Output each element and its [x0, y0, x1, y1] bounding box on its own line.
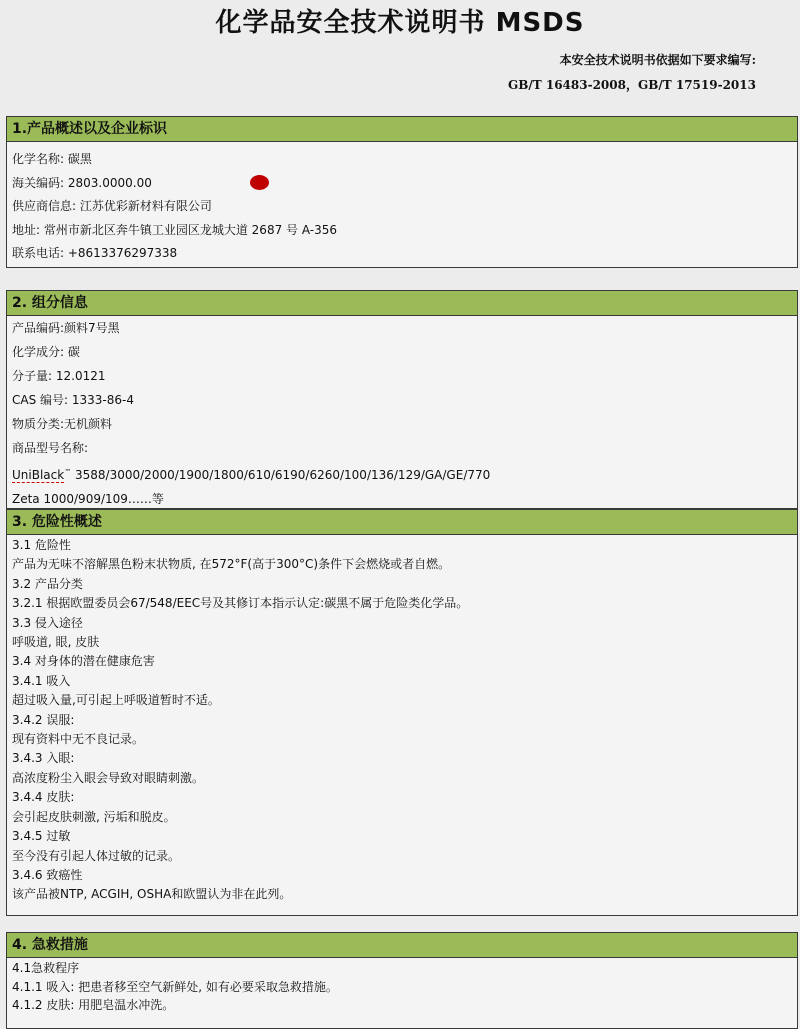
supplier-address: 地址: 常州市新北区奔牛镇工业园区龙城大道 2687 号 A-356	[12, 222, 338, 237]
hazard-line: 会引起皮肤刺激, 污垢和脱皮。	[12, 809, 176, 824]
red-marker-dot	[250, 175, 269, 190]
hazard-line: 该产品被NTP, ACGIH, OSHA和欧盟认为非在此列。	[12, 887, 292, 902]
supplier-info: 供应商信息: 江苏优彩新材料有限公司	[12, 199, 212, 213]
section-product-identification	[6, 116, 798, 268]
hazard-line: 至今没有引起人体过敏的记录。	[12, 848, 181, 863]
contact-phone: 联系电话: +8613376297338	[12, 246, 178, 260]
hazard-line: 3.2.1 根据欧盟委员会67/548/EEC号及其修订本指示认定:碳黑不属于危险类化学品。	[12, 596, 469, 611]
chemical-name: 化学名称: 碳黑	[12, 152, 92, 166]
hazard-line: 3.4.4 皮肤:	[12, 790, 75, 805]
product-code: 产品编码:颜料7号黑	[12, 321, 120, 335]
section-2-heading: 2. 组分信息	[7, 291, 797, 316]
trade-names-label: 商品型号名称:	[12, 441, 89, 455]
section-4-heading: 4. 急救措施	[7, 933, 797, 958]
basis-note: 本安全技术说明书依据如下要求编写:	[559, 53, 756, 67]
hazard-line: 3.4.1 吸入	[12, 673, 71, 688]
hazard-line: 3.4.2 误服:	[12, 712, 75, 727]
hazard-line: 3.4.3 入眼:	[12, 751, 75, 766]
customs-code: 海关编码: 2803.0000.00	[12, 175, 152, 190]
hazard-line: 3.4 对身体的潜在健康危害	[12, 654, 155, 669]
hazard-line: 3.2 产品分类	[12, 576, 83, 591]
section-1-heading: 1.产品概述以及企业标识	[7, 117, 797, 142]
hazard-line: 呼吸道, 眼, 皮肤	[12, 635, 100, 650]
section-composition	[6, 290, 798, 509]
first-aid-line: 4.1急救程序	[12, 961, 80, 975]
uniblack-brand: UniBlack	[12, 468, 65, 482]
first-aid-line: 4.1.2 皮肤: 用肥皂温水冲洗。	[12, 998, 175, 1012]
hazard-line: 3.1 危险性	[12, 538, 71, 552]
trademark-symbol: ™	[64, 468, 72, 476]
section-first-aid	[6, 932, 798, 1029]
hazard-line: 3.4.5 过敏	[12, 829, 71, 844]
document-title: 化学品安全技术说明书 MSDS	[215, 8, 585, 38]
cas-number: CAS 编号: 1333-86-4	[12, 393, 134, 407]
molecular-weight: 分子量: 12.0121	[12, 369, 106, 383]
zeta-models: Zeta 1000/909/109……等	[12, 492, 164, 506]
chemical-composition: 化学成分: 碳	[12, 345, 80, 359]
section-3-heading: 3. 危险性概述	[7, 510, 797, 535]
hazard-line: 高浓度粉尘入眼会导致对眼睛刺激。	[12, 770, 205, 785]
hazard-line: 3.4.6 致癌性	[12, 867, 83, 882]
basis-standards: GB/T 16483-2008，GB/T 17519-2013	[507, 78, 756, 92]
hazard-line: 3.3 侵入途径	[12, 615, 83, 630]
hazard-line: 超过吸入量,可引起上呼吸道暂时不适。	[12, 693, 220, 708]
hazard-line: 产品为无味不溶解黑色粉末状物质, 在572°F(高于300°C)条件下会燃烧或者自燃。	[12, 557, 451, 572]
standards-basis	[508, 48, 756, 98]
substance-class: 物质分类:无机颜料	[12, 417, 113, 431]
uniblack-models	[12, 460, 797, 487]
hazard-line: 现有资料中无不良记录。	[12, 732, 145, 747]
first-aid-line: 4.1.1 吸入: 把患者移至空气新鲜处, 如有必要采取急救措施。	[12, 979, 338, 994]
uniblack-model-list: 3588/3000/2000/1900/1800/610/6190/6260/100/136/129/GA/GE/770	[71, 468, 491, 482]
section-hazards	[6, 509, 798, 916]
